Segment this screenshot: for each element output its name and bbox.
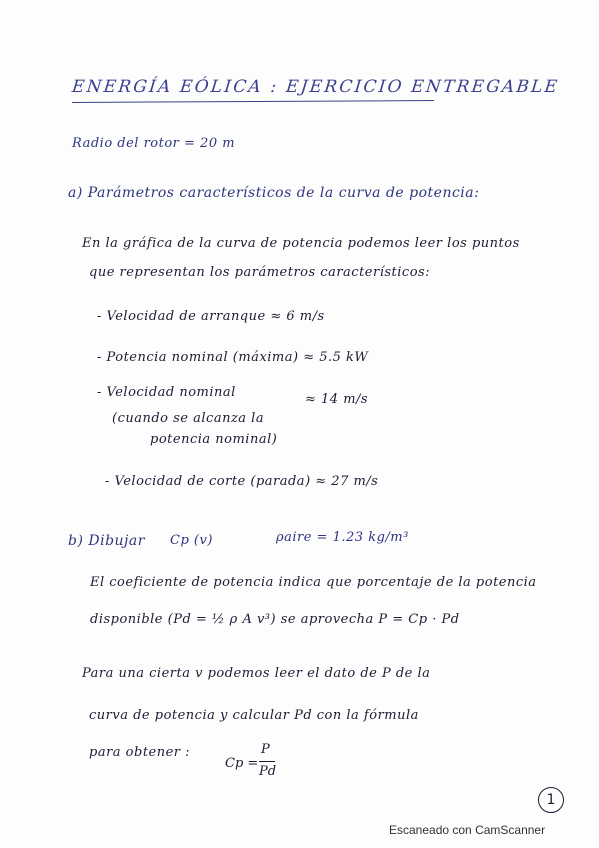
bullet-rated-speed-note-1: (cuando se alcanza la — [112, 411, 265, 426]
bullet-cut-out-speed: - Velocidad de corte (parada) ≈ 27 m/s — [105, 474, 379, 489]
rotor-radius: Radio del rotor = 20 m — [72, 136, 236, 151]
section-b-text-1: El coeficiente de potencia indica que porcentaje de la potencia — [90, 575, 537, 590]
bullet-rated-speed-note-2: potencia nominal) — [150, 432, 278, 447]
title-underline — [72, 100, 434, 103]
cp-formula-lhs: Cp = — [225, 756, 259, 771]
section-b-text-4: curva de potencia y calcular Pd con la fórmula — [89, 708, 419, 723]
section-b-text-3: Para una cierta v podemos leer el dato de P de la — [82, 666, 431, 681]
page-number: 1 — [538, 787, 564, 813]
cp-label: Cp (v) — [170, 533, 213, 548]
air-density: ρaire = 1.23 kg/m³ — [276, 530, 409, 545]
scanner-watermark: Escaneado con CamScanner — [389, 823, 546, 837]
section-b-heading: b) Dibujar — [68, 533, 145, 549]
bullet-rated-power: - Potencia nominal (máxima) ≈ 5.5 kW — [97, 350, 369, 365]
bullet-rated-speed: - Velocidad nominal — [97, 385, 236, 400]
cp-formula-numerator: P — [261, 742, 270, 757]
page-title: ENERGÍA EÓLICA : EJERCICIO ENTREGABLE — [70, 77, 561, 97]
section-a-heading: a) Parámetros característicos de la curva de potencia: — [68, 185, 480, 201]
cp-formula-denominator: Pd — [259, 764, 277, 779]
section-a-intro-line-2: que representan los parámetros característicos: — [89, 265, 431, 280]
section-b-text-2: disponible (Pd = ½ ρ A v³) se aprovecha P = Cp · Pd — [90, 612, 460, 627]
bullet-cut-in-speed: - Velocidad de arranque ≈ 6 m/s — [97, 309, 325, 324]
section-b-text-5: para obtener : — [89, 745, 191, 760]
section-a-intro-line-1: En la gráfica de la curva de potencia podemos leer los puntos — [82, 236, 520, 251]
fraction-bar — [259, 761, 275, 762]
bullet-rated-speed-value: ≈ 14 m/s — [305, 392, 369, 407]
